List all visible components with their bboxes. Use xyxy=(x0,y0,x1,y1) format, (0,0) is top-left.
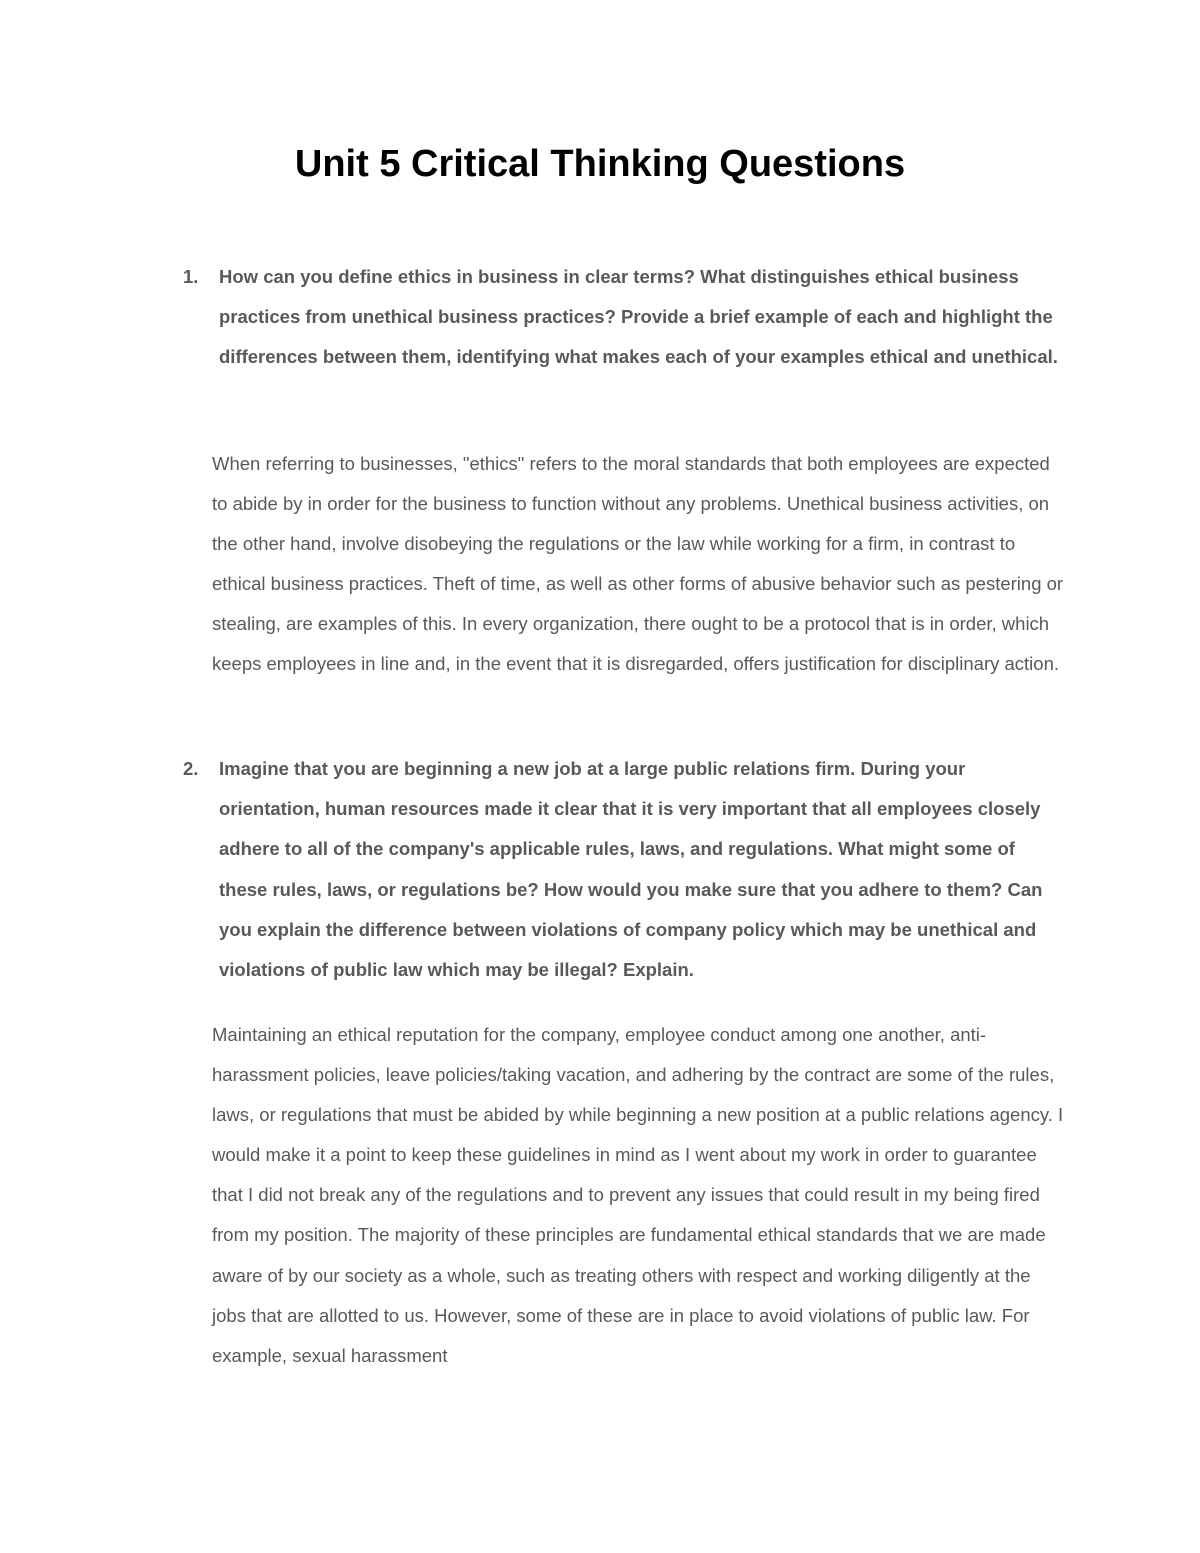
question-1-number: 1. xyxy=(183,266,199,287)
question-2-text: Imagine that you are beginning a new job at a large public relations firm. During your orientation, human resources made it clear that it is very important that all employees closely adhere to all of the company's applicable rules, laws, and regulations. What might some of these rules, laws, or regulations be? How would you make sure that you adhere to them? Can you explain the difference between violations of company policy which may be unethical and violations of public law which may be illegal? Explain. xyxy=(219,758,1043,981)
question-2-number: 2. xyxy=(183,758,199,779)
question-1-text: How can you define ethics in business in clear terms? What distinguishes ethical business practices from unethical business practices? Provide a brief example of each and highlight the differences between them, identifying what makes each of your examples ethical and unethical. xyxy=(219,266,1058,368)
question-2 xyxy=(183,749,1064,990)
question-1 xyxy=(183,257,1064,378)
answer-1: When referring to businesses, "ethics" refers to the moral standards that both employees are expected to abide by in order for the business to function without any problems. Unethical business activities, on the other hand, involve disobeying the regulations or the law while working for a firm, in contrast to ethical business practices. Theft of time, as well as other forms of abusive behavior such as pestering or stealing, are examples of this. In every organization, there ought to be a protocol that is in order, which keeps employees in line and, in the event that it is disregarded, offers justification for disciplinary action. xyxy=(212,453,1064,675)
document-title: Unit 5 Critical Thinking Questions xyxy=(294,143,906,185)
answer-2: Maintaining an ethical reputation for the company, employee conduct among one another, anti-harassment policies, leave policies/taking vacation, and adhering by the contract are some of the rules, laws, or regulations that must be abided by while beginning a new position at a public relations agency. I would make it a point to keep these guidelines in mind as I went about my work in order to guarantee that I did not break any of the regulations and to prevent any issues that could result in my being fired from my position. The majority of these principles are fundamental ethical standards that we are made aware of by our society as a whole, such as treating others with respect and working diligently at the jobs that are allotted to us. However, some of these are in place to avoid violations of public law. For example, sexual harassment xyxy=(212,1024,1064,1366)
